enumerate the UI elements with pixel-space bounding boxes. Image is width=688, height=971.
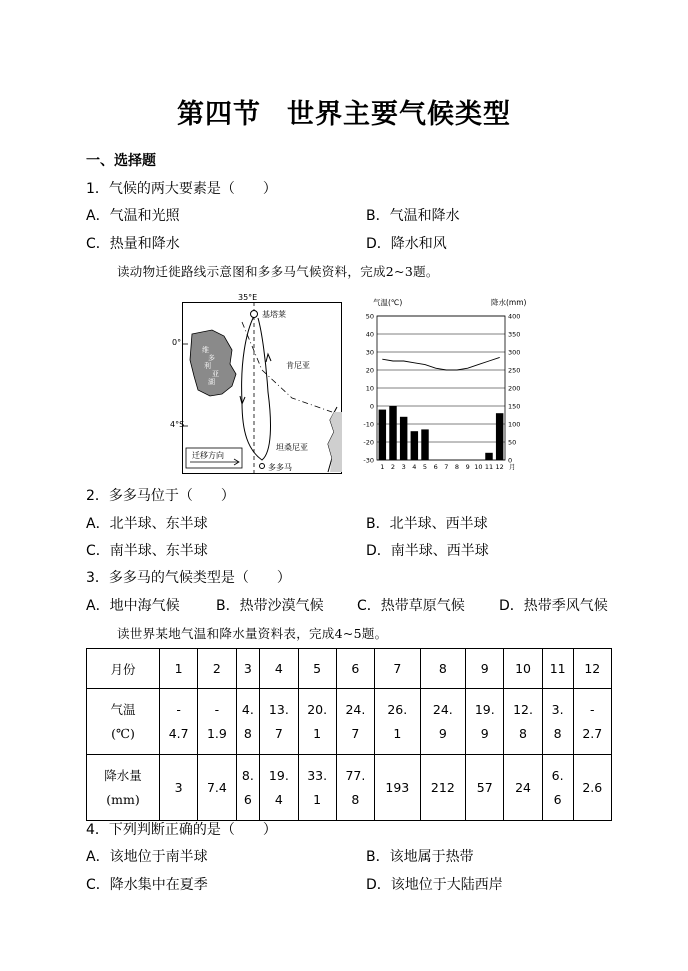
month-cell: 8: [420, 649, 466, 689]
temp-label: 气温 (℃): [87, 689, 160, 755]
q4-stem: 4．下列判断正确的是（ ）: [86, 822, 277, 838]
legend-label: 迁移方向: [192, 451, 224, 460]
left-tick-label: 40: [365, 330, 374, 339]
x-tick-label: 11: [484, 463, 494, 471]
x-tick-label: 1: [380, 463, 385, 471]
page-title: 第四节 世界主要气候类型: [177, 99, 511, 130]
q3-option-c[interactable]: C．热带草原气候: [357, 598, 465, 614]
lat-4s-label: 4°S: [170, 420, 185, 429]
temp-cell: 4. 8: [236, 689, 260, 755]
x-tick-label: 12: [495, 463, 504, 471]
lake-char-5: 湖: [208, 378, 215, 386]
precip-cell: 8. 6: [236, 755, 260, 821]
chart-ylabel-right: 降水(mm): [491, 298, 527, 307]
right-tick-label: 400: [508, 312, 521, 321]
q2-option-a[interactable]: A．北半球、东半球: [86, 516, 208, 532]
q3-stem: 3．多多马的气候类型是（ ）: [86, 570, 291, 586]
q4-option-a[interactable]: A．该地位于南半球: [86, 849, 208, 865]
precip-bar: [496, 413, 503, 460]
month-cell: 9: [466, 649, 504, 689]
q2-option-b[interactable]: B．北半球、西半球: [366, 516, 488, 532]
right-tick-label: 100: [508, 420, 521, 429]
temp-cell: 20. 1: [298, 689, 336, 755]
q4-option-d[interactable]: D．该地位于大陆西岸: [366, 877, 503, 893]
right-tick-label: 50: [508, 438, 517, 447]
q3-option-a[interactable]: A．地中海气候: [86, 598, 180, 614]
table-header-month: 月份: [87, 649, 160, 689]
precip-cell: 193: [375, 755, 421, 821]
precip-cell: 2.6: [573, 755, 611, 821]
x-tick-label: 7: [444, 463, 449, 471]
q1-stem: 1．气候的两大要素是（ ）: [86, 181, 277, 197]
x-axis-unit: 月: [509, 463, 516, 471]
label-tanzania: 坦桑尼亚: [276, 443, 308, 452]
q2-option-c[interactable]: C．南半球、东半球: [86, 543, 208, 559]
table-row-precipitation: [87, 755, 612, 821]
precip-cell: 77. 8: [336, 755, 374, 821]
q2-stem: 2．多多马位于（ ）: [86, 488, 235, 504]
q3-option-d[interactable]: D．热带季风气候: [499, 598, 608, 614]
x-tick-label: 5: [422, 463, 428, 471]
left-tick-label: -10: [363, 420, 374, 429]
left-tick-label: -20: [363, 438, 374, 447]
temperature-line: [382, 357, 499, 370]
month-cell: 12: [573, 649, 611, 689]
q2-option-d[interactable]: D．南半球、西半球: [366, 543, 489, 559]
x-tick-label: 3: [401, 463, 406, 471]
temp-cell: 19. 9: [466, 689, 504, 755]
label-kitale: 基塔莱: [262, 310, 286, 319]
q1-option-d[interactable]: D．降水和风: [366, 236, 447, 252]
migration-map: [182, 302, 342, 474]
chart-ylabel-left: 气温(℃): [373, 298, 403, 307]
lake-char-2: 多: [208, 354, 215, 362]
x-tick-label: 9: [465, 463, 470, 471]
lat-0-label: 0°: [172, 338, 182, 347]
q3-option-b[interactable]: B．热带沙漠气候: [216, 598, 324, 614]
lake-char-4: 亚: [212, 370, 219, 378]
temp-cell: 24. 7: [336, 689, 374, 755]
dodoma-marker: [260, 464, 265, 469]
lake-char-3: 利: [204, 362, 211, 370]
x-tick-label: 6: [433, 463, 438, 471]
month-cell: 10: [504, 649, 542, 689]
x-tick-label: 2: [390, 463, 396, 471]
climate-data-table: [86, 648, 612, 821]
precip-cell: 3: [160, 755, 198, 821]
right-tick-label: 0: [508, 456, 513, 465]
label-kenya: 肯尼亚: [286, 361, 310, 370]
right-tick-label: 300: [508, 348, 521, 357]
q1-option-a[interactable]: A．气温和光照: [86, 208, 180, 224]
precip-cell: 6. 6: [542, 755, 573, 821]
left-tick-label: 20: [365, 366, 374, 375]
right-tick-label: 200: [508, 384, 521, 393]
precip-bar: [389, 406, 396, 460]
temp-cell: 12. 8: [504, 689, 542, 755]
table-row-months: [87, 649, 612, 689]
reading-note-1: 读动物迁徙路线示意图和多多马气候资料，完成2~3题。: [117, 264, 439, 279]
precip-bar: [411, 431, 418, 460]
kitale-marker: [251, 311, 258, 318]
month-cell: 6: [336, 649, 374, 689]
lake-char-1: 维: [202, 346, 209, 354]
month-cell: 3: [236, 649, 260, 689]
precip-cell: 7.4: [198, 755, 236, 821]
precip-cell: 212: [420, 755, 466, 821]
temp-cell: 24. 9: [420, 689, 466, 755]
temp-cell: 3. 8: [542, 689, 573, 755]
precip-cell: 24: [504, 755, 542, 821]
x-tick-label: 4: [412, 463, 417, 471]
temp-cell: - 4.7: [160, 689, 198, 755]
q4-option-c[interactable]: C．降水集中在夏季: [86, 877, 208, 893]
left-tick-label: 10: [365, 384, 374, 393]
climate-chart: [355, 296, 535, 474]
longitude-label: 35°E: [238, 293, 258, 302]
precip-bar: [400, 417, 407, 460]
q1-option-b[interactable]: B．气温和降水: [366, 208, 460, 224]
label-dodoma: 多多马: [268, 463, 292, 472]
precip-bar: [421, 429, 428, 460]
right-tick-label: 250: [508, 366, 521, 375]
reading-note-2: 读世界某地气温和降水量资料表，完成4~5题。: [117, 626, 388, 641]
month-cell: 5: [298, 649, 336, 689]
month-cell: 4: [260, 649, 298, 689]
precip-label: 降水量 (mm): [87, 755, 160, 821]
q4-option-b[interactable]: B．该地属于热带: [366, 849, 474, 865]
month-cell: 11: [542, 649, 573, 689]
temp-cell: 26. 1: [375, 689, 421, 755]
month-cell: 1: [160, 649, 198, 689]
precip-bar: [485, 453, 492, 460]
left-tick-label: 0: [369, 402, 374, 411]
left-tick-label: 50: [365, 312, 374, 321]
precip-cell: 19. 4: [260, 755, 298, 821]
month-cell: 7: [375, 649, 421, 689]
temp-cell: - 1.9: [198, 689, 236, 755]
precip-cell: 33. 1: [298, 755, 336, 821]
precip-bar: [379, 410, 386, 460]
right-tick-label: 150: [508, 402, 521, 411]
x-tick-label: 8: [454, 463, 460, 471]
month-cell: 2: [198, 649, 236, 689]
x-tick-label: 10: [474, 463, 483, 471]
left-tick-label: -30: [363, 456, 374, 465]
q1-option-c[interactable]: C．热量和降水: [86, 236, 180, 252]
precip-cell: 57: [466, 755, 504, 821]
temp-cell: 13. 7: [260, 689, 298, 755]
table-row-temperature: [87, 689, 612, 755]
left-tick-label: 30: [365, 348, 374, 357]
temp-cell: - 2.7: [573, 689, 611, 755]
section-heading: 一、选择题: [86, 153, 156, 169]
right-tick-label: 350: [508, 330, 521, 339]
